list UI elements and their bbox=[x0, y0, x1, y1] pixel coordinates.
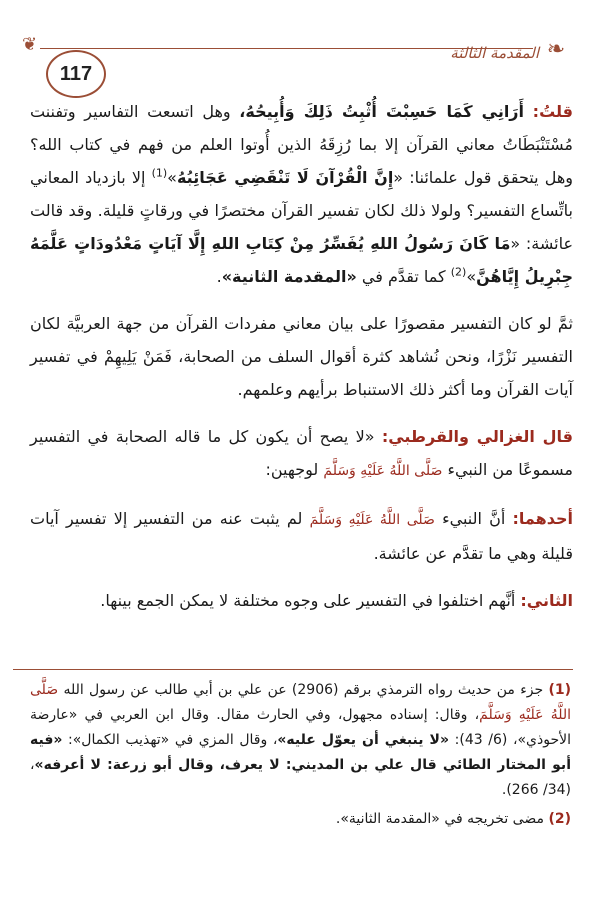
paragraph-5 bbox=[30, 584, 573, 617]
main-text bbox=[30, 95, 573, 631]
paragraph-3 bbox=[30, 420, 573, 488]
salutation: صَلَّى اللَّهُ عَلَيْهِ وَسَلَّمَ bbox=[30, 682, 571, 723]
footnote-separator bbox=[13, 669, 573, 670]
speaker-label: قال الغزالي والقرطبي: bbox=[381, 427, 573, 446]
footnote-ref: (2) bbox=[450, 265, 467, 279]
text: كما تقدَّم في bbox=[356, 267, 451, 286]
text: ، وقال: إسناده مجهول، وفي الحارث مقال. وقال ابن العربي في «عارضة الأحوذي»، (6/ 43): bbox=[30, 707, 571, 748]
ornament-right-icon: ❧ bbox=[546, 37, 566, 62]
quote: «لا ينبغي أن يعوّل عليه» bbox=[277, 732, 450, 748]
section-title: المقدمة الثالثة bbox=[450, 44, 539, 62]
paragraph-2: ثمَّ لو كان التفسير مقصورًا على بيان معاني مفردات القرآن من جهة العربيَّة لكان التفسير نَزْرًا، ونحن نُشاهد كثرة أقوال السلف من الصحابة، فَمَنْ يَلِيهِمْ في تفسير آيات القرآن وما أكثر ذلك الاستنباط برأيهم وعلمهم. bbox=[30, 314, 573, 399]
text: جزء من حديث رواه الترمذي برقم (2906) عن علي بن أبي طالب عن رسول الله bbox=[58, 682, 549, 698]
salutation: صَلَّى اللَّهُ عَلَيْهِ وَسَلَّمَ bbox=[309, 512, 435, 528]
text: لوجهين: bbox=[265, 460, 324, 479]
text: لم يثبت عنه من التفسير إلا تفسير آيات قليلة وهي ما تقدَّم عن عائشة. bbox=[30, 509, 573, 563]
paragraph-1 bbox=[30, 95, 573, 293]
text: «لا يصح أن يكون كل ما قاله الصحابة في التفسير مسموعًا من النبيء bbox=[30, 427, 573, 479]
text: مضى تخريجه في «المقدمة الثانية». bbox=[335, 811, 549, 827]
ornament-left-icon: ❦ bbox=[22, 34, 38, 55]
footnote-2 bbox=[30, 807, 571, 832]
speaker-label: قلتُ: bbox=[532, 102, 574, 121]
salutation: صَلَّى اللَّهُ عَلَيْهِ وَسَلَّمَ bbox=[323, 463, 443, 479]
text: أنَّهم اختلفوا في التفسير على وجوه مختلفة لا يمكن الجمع بينها. bbox=[100, 591, 521, 610]
quote: مَا كَانَ رَسُولُ اللهِ يُفَسِّرُ مِنْ كِتَابِ اللهِ إِلَّا آيَاتٍ مَعْدُودَاتٍ عَلَّمَهُ جِبْرِيلُ إِيَّاهُنَّ bbox=[30, 234, 573, 286]
text: » bbox=[466, 267, 477, 286]
footnotes bbox=[30, 678, 571, 836]
quote: إِنَّ الْقُرْآنَ لَا تَنْقَضِي عَجَائِبُهُ bbox=[176, 168, 394, 187]
text: . bbox=[216, 267, 222, 286]
footnote-number: (2) bbox=[548, 811, 571, 827]
footnote-1 bbox=[30, 678, 571, 803]
text: وهل اتسعت التفاسير وتفننت مُسْتَنْبَطَاتُ معاني القرآن إلا بما رُزِقَهُ الذين أُوتوا العلم من فهم في كتاب الله؟ وهل يتحقق قول علمائنا: « bbox=[30, 102, 573, 187]
quote: «فيه أبو المختار الطائي قال علي بن المديني: لا يعرف، وقال أبو زرعة: لا أعرفه» bbox=[30, 732, 571, 773]
text: » bbox=[167, 168, 177, 187]
footnote-number: (1) bbox=[548, 682, 571, 698]
text: أنَّ النبيء bbox=[434, 509, 513, 528]
paragraph-4 bbox=[30, 502, 573, 570]
text: إلا بازدياد المعاني باتِّساع التفسير؟ ولولا ذلك لكان تفسير القرآن مختصرًا في ورقاتٍ قليلة. وقد قالت عائشة: « bbox=[30, 168, 573, 253]
speaker-label: أحدهما: bbox=[512, 509, 573, 528]
reference: «المقدمة الثانية» bbox=[221, 267, 357, 286]
text: ، وقال المزي في «تهذيب الكمال»: bbox=[62, 732, 278, 748]
footnote-ref: (1) bbox=[151, 166, 168, 180]
speaker-label: الثاني: bbox=[520, 591, 573, 610]
page-number: 117 bbox=[46, 50, 106, 98]
text: ، (34/ 266). bbox=[30, 757, 571, 798]
quote: أَرَانِي كَمَا حَسِبْتَ أُثْبِتُ ذَلِكَ وَأُبِيحُهُ، bbox=[239, 102, 525, 121]
